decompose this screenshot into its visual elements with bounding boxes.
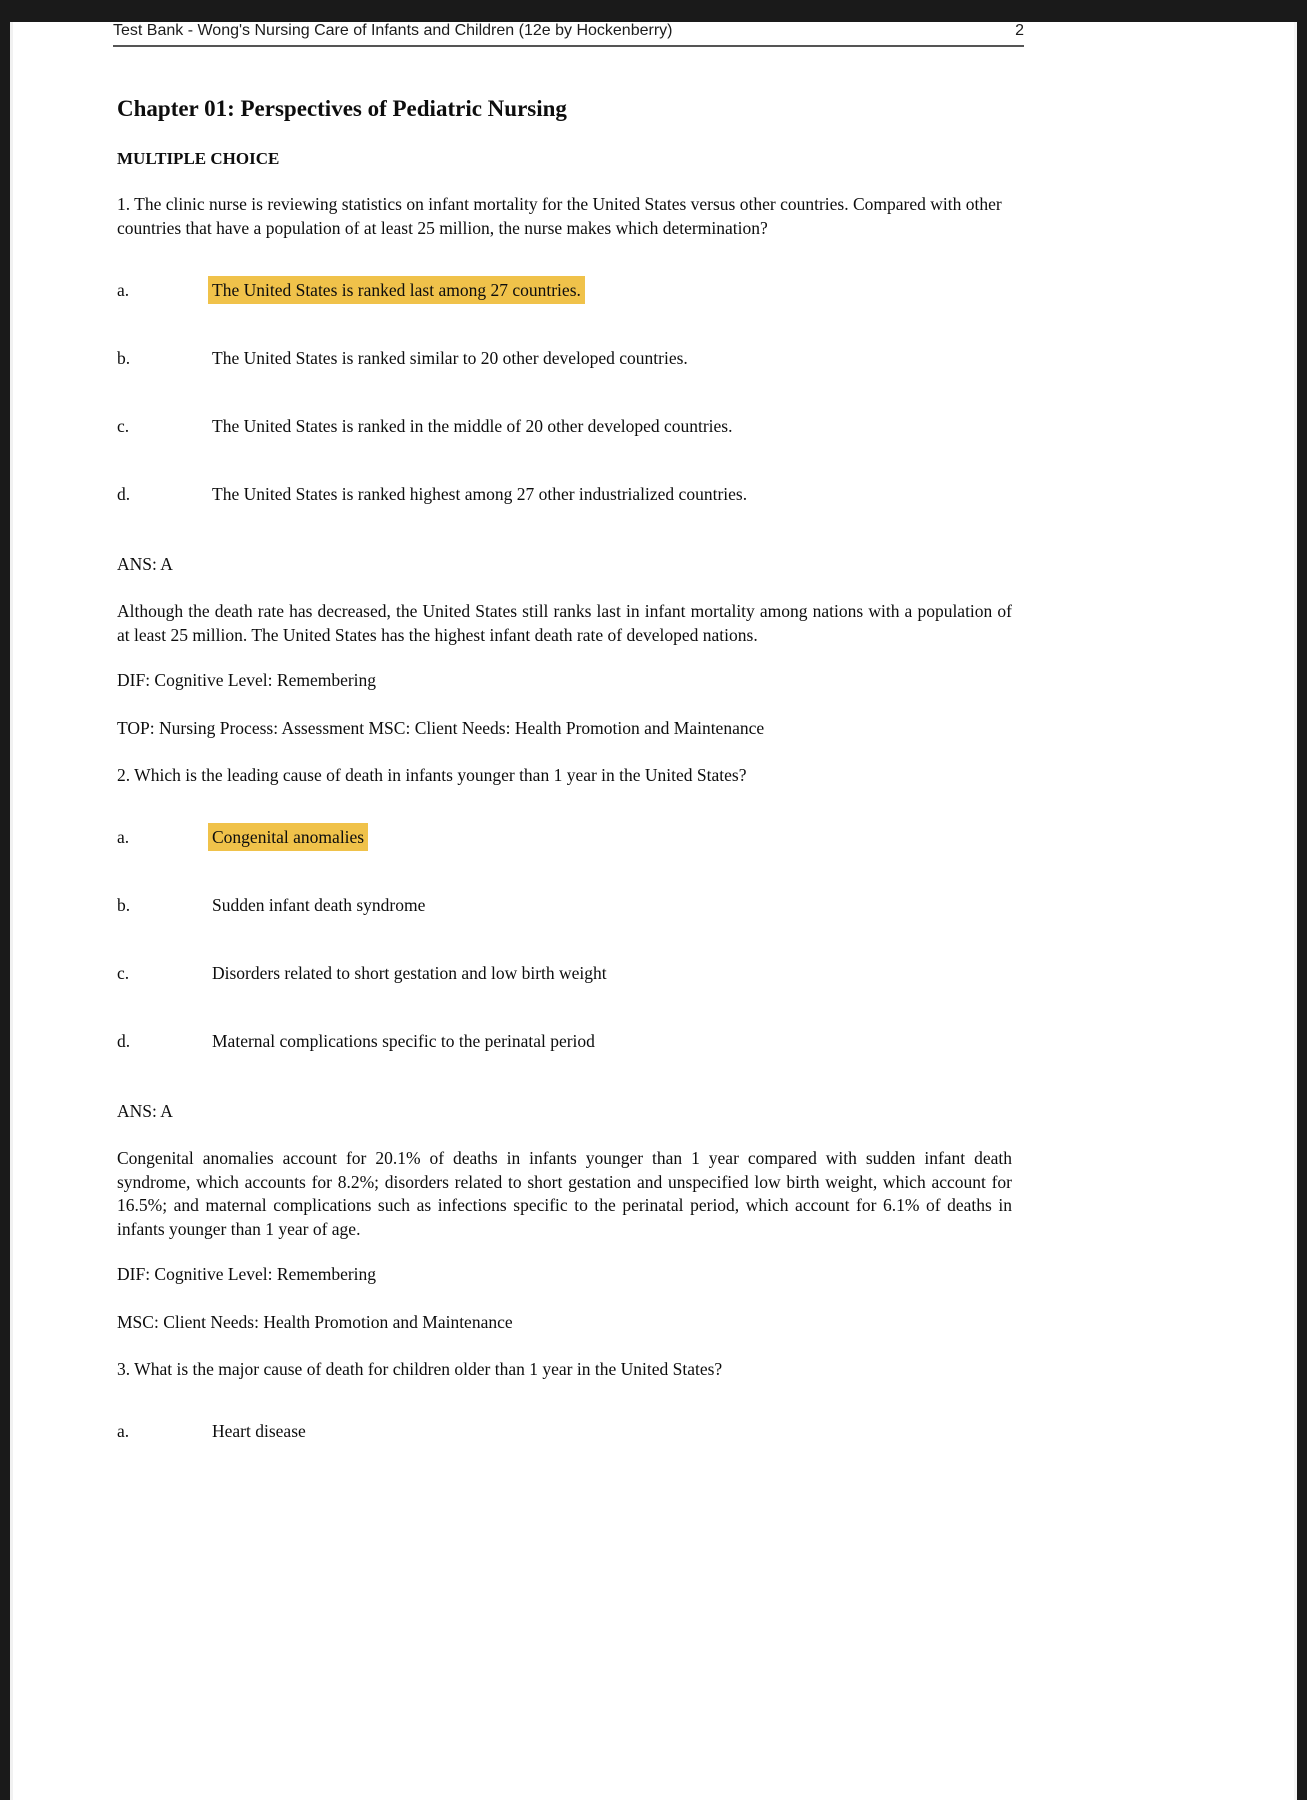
option-text-highlighted: Congenital anomalies [208,823,368,851]
question-3-text: 3. What is the major cause of death for children older than 1 year in the United States? [117,1359,723,1379]
meta-dif: DIF: Cognitive Level: Remembering [117,670,377,690]
option-row [117,278,1012,302]
answer-label: ANS: A [117,1101,173,1121]
answer-label: ANS: A [117,554,173,574]
option-text-highlighted: The United States is ranked last among 27 countries. [208,276,585,304]
option-letter: a. [117,1421,130,1441]
meta-top-msc: TOP: Nursing Process: Assessment MSC: Client Needs: Health Promotion and Maintenance [117,718,765,738]
option-text: Disorders related to short gestation and low birth weight [212,963,607,983]
header-title: Test Bank - Wong's Nursing Care of Infants and Children (12e by Hockenberry) [113,22,673,39]
question-1-text: 1. The clinic nurse is reviewing statistics on infant mortality for the United States versus other countries. Compared with other countries that have a population of at least 25 million, the nurse makes which determination? [117,194,1002,238]
option-text: Heart disease [212,1421,306,1441]
option-letter: c. [117,416,130,436]
question-3-options [117,1419,1012,1443]
rationale-text: Although the death rate has decreased, the United States still ranks last in infant mortality among nations with a population of at least 25 million. The United States has the highest infant death rate of developed nations. [117,601,1012,645]
option-row [117,825,1012,849]
option-row [117,961,1012,985]
page-content [117,95,1012,1443]
option-text: The United States is ranked in the middle of 20 other developed countries. [212,416,733,436]
question-2-options [117,825,1012,1053]
meta-msc: MSC: Client Needs: Health Promotion and Maintenance [117,1312,513,1332]
option-text: The United States is ranked highest among 27 other industrialized countries. [212,484,748,504]
chapter-title: Chapter 01: Perspectives of Pediatric Nursing [117,96,567,121]
section-label: MULTIPLE CHOICE [117,149,280,168]
option-letter: b. [117,895,131,915]
option-row [117,893,1012,917]
option-letter: a. [117,827,130,847]
option-letter: c. [117,963,130,983]
option-row [117,414,1012,438]
page-number: 2 [1015,22,1024,39]
option-row [117,482,1012,506]
option-letter: b. [117,348,131,368]
option-row [117,1029,1012,1053]
question-2-text: 2. Which is the leading cause of death in infants younger than 1 year in the United States? [117,765,747,785]
document-page [10,22,1297,1800]
rationale-text: Congenital anomalies account for 20.1% of deaths in infants younger than 1 year compared with sudden infant death syndrome, which accounts for 8.2%; disorders related to short gestation and unspecified low birth weight, which account for 16.5%; and maternal complications such as infections specific to the perinatal period, which account for 6.1% of deaths in infants younger than 1 year of age. [117,1148,1012,1239]
page-header [113,22,1024,47]
option-row [117,1419,1012,1443]
option-letter: a. [117,280,130,300]
option-text: The United States is ranked similar to 20 other developed countries. [212,348,688,368]
option-row [117,346,1012,370]
option-letter: d. [117,1031,131,1051]
question-1-options [117,278,1012,506]
option-letter: d. [117,484,131,504]
meta-dif: DIF: Cognitive Level: Remembering [117,1264,377,1284]
option-text: Sudden infant death syndrome [212,895,426,915]
option-text: Maternal complications specific to the perinatal period [212,1031,595,1051]
